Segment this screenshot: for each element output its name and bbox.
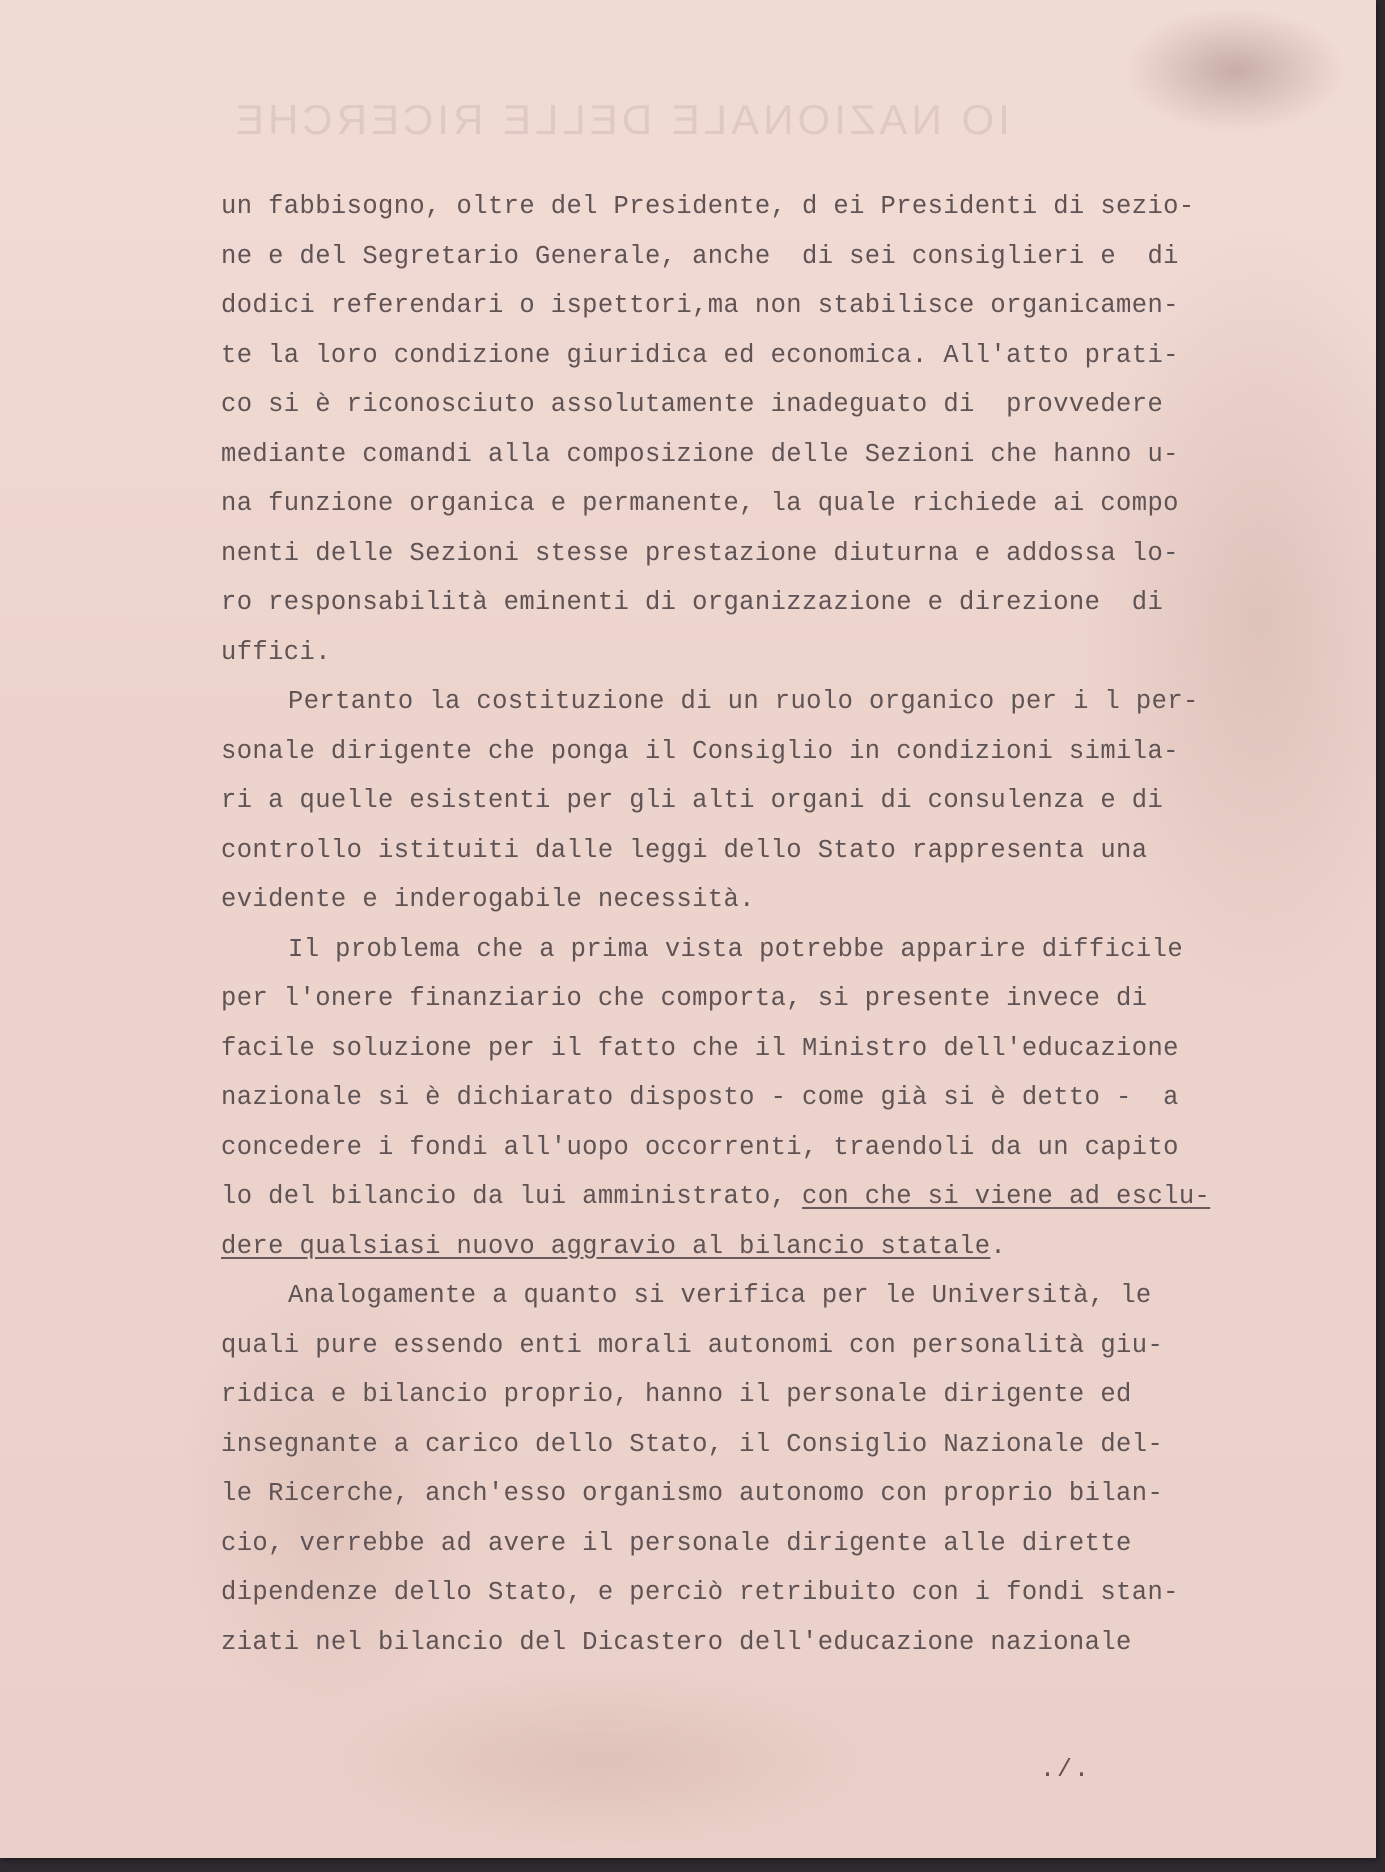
text-line <box>221 331 1301 381</box>
line-text: te la loro condizione giuridica ed economica. All'atto prati- <box>221 340 1179 370</box>
text-line <box>221 182 1301 232</box>
line-text: un fabbisogno, oltre del Presidente, d ei Presidenti di sezio- <box>221 192 1195 221</box>
line-text: facile soluzione per il fatto che il Ministro dell'educazione <box>221 1033 1179 1063</box>
text-line <box>221 1123 1301 1173</box>
line-text: ziati nel bilancio del Dicastero dell'educazione nazionale <box>221 1627 1132 1657</box>
text-line <box>221 1370 1301 1420</box>
text-line <box>221 232 1301 282</box>
line-text: Pertanto la costituzione di un ruolo organico per i l per- <box>288 687 1199 716</box>
line-text: dodici referendari o ispettori,ma non stabilisce organicamen- <box>221 291 1179 320</box>
line-text: nenti delle Sezioni stesse prestazione diuturna e addossa lo- <box>221 538 1179 568</box>
text-line <box>221 430 1301 480</box>
line-text: le Ricerche, anch'esso organismo autonomo con proprio bilan- <box>221 1479 1164 1508</box>
bleed-through-header: IO NAZIONALE DELLE RICERCHE <box>232 96 1010 143</box>
line-text: cio, verrebbe ad avere il personale dirigente alle dirette <box>221 1528 1132 1558</box>
text-line <box>221 925 1301 975</box>
text-line <box>221 1222 1301 1272</box>
line-text: ri a quelle esistenti per gli alti organi di consulenza e di <box>221 786 1164 815</box>
line-text: uffici. <box>221 637 331 667</box>
line-text: mediante comandi alla composizione delle Sezioni che hanno u- <box>221 439 1179 469</box>
line-text-end: . <box>990 1231 1007 1261</box>
document-body <box>221 182 1301 1667</box>
text-line <box>221 776 1301 826</box>
text-line <box>221 578 1301 628</box>
text-line <box>221 875 1301 925</box>
line-text: Il problema che a prima vista potrebbe apparire difficile <box>288 934 1184 964</box>
text-line <box>221 1172 1301 1222</box>
text-line <box>221 727 1301 777</box>
text-line <box>221 380 1301 430</box>
text-line <box>221 974 1301 1024</box>
text-line <box>221 1568 1301 1618</box>
text-line <box>221 1073 1301 1123</box>
line-text: insegnante a carico dello Stato, il Consiglio Nazionale del- <box>221 1429 1164 1459</box>
line-text: Analogamente a quanto si verifica per le Università, le <box>288 1281 1152 1310</box>
text-line <box>221 826 1301 876</box>
line-text: dipendenze dello Stato, e perciò retribuito con i fondi stan- <box>221 1578 1179 1607</box>
text-line <box>221 628 1301 678</box>
text-line <box>221 1024 1301 1074</box>
text-line <box>221 1271 1301 1321</box>
line-text: nazionale si è dichiarato disposto - come già si è detto - a <box>221 1083 1179 1112</box>
text-line <box>221 1519 1301 1569</box>
line-text: ro responsabilità eminenti di organizzazione e direzione di <box>221 588 1164 617</box>
line-text: quali pure essendo enti morali autonomi con personalità giu- <box>221 1330 1164 1360</box>
line-text: sonale dirigente che ponga il Consiglio in condizioni simila- <box>221 736 1179 766</box>
line-text: lo del bilancio da lui amministrato, <box>221 1182 802 1211</box>
line-text: na funzione organica e permanente, la quale richiede ai compo <box>221 489 1179 518</box>
text-line <box>221 677 1301 727</box>
text-line <box>221 1618 1301 1668</box>
text-line <box>221 1321 1301 1371</box>
line-text: evidente e inderogabile necessità. <box>221 885 755 914</box>
line-text: per l'onere finanziario che comporta, si presente invece di <box>221 984 1148 1013</box>
line-text: ne e del Segretario Generale, anche di sei consiglieri e di <box>221 241 1179 271</box>
underlined-text: con che si viene ad esclu- <box>802 1182 1211 1211</box>
text-line <box>221 479 1301 529</box>
line-text: ridica e bilancio proprio, hanno il personale dirigente ed <box>221 1380 1132 1409</box>
text-line <box>221 281 1301 331</box>
line-text: co si è riconosciuto assolutamente inadeguato di provvedere <box>221 390 1164 419</box>
continuation-mark: ./. <box>1040 1755 1092 1784</box>
underlined-text: dere qualsiasi nuovo aggravio al bilancio statale <box>221 1231 991 1261</box>
line-text: concedere i fondi all'uopo occorrenti, traendoli da un capito <box>221 1132 1179 1162</box>
line-text: controllo istituiti dalle leggi dello Stato rappresenta una <box>221 835 1148 865</box>
text-line <box>221 1469 1301 1519</box>
text-line <box>221 1420 1301 1470</box>
text-line <box>221 529 1301 579</box>
